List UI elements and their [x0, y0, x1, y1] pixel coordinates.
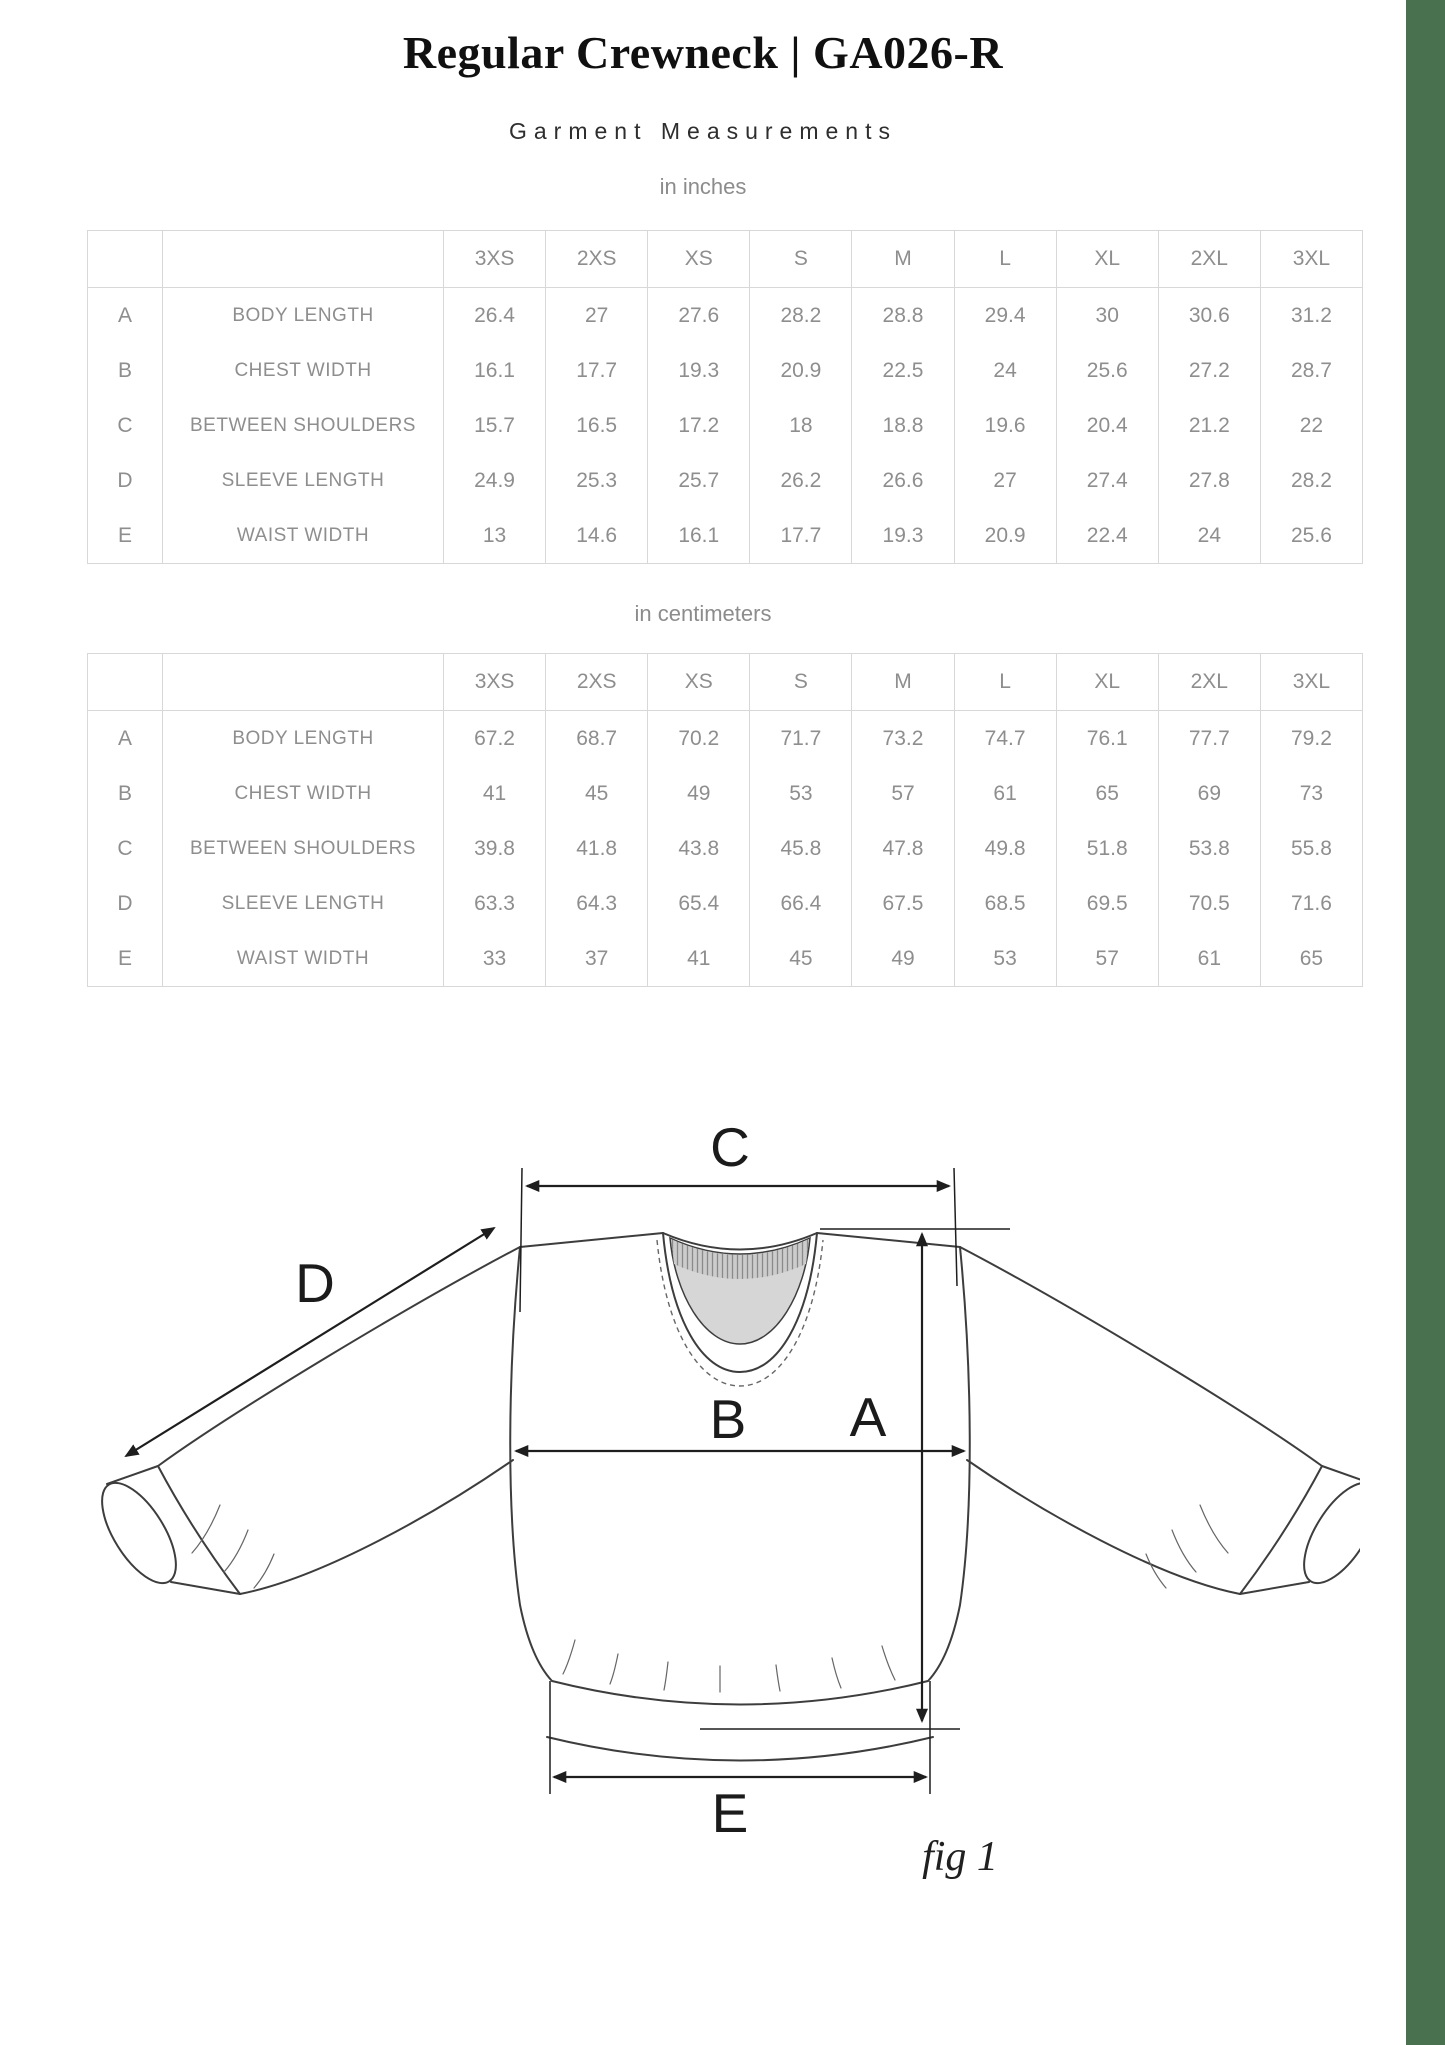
dim-label-e: E — [711, 1782, 749, 1844]
measurement-value: 19.3 — [852, 508, 954, 564]
cuff-left-bottom — [171, 1582, 240, 1594]
size-header-row — [88, 654, 1363, 711]
measurement-value: 53 — [954, 931, 1056, 987]
measurement-value: 45.8 — [750, 821, 852, 876]
shoulder-seam-right — [817, 1233, 960, 1247]
size-column-header: M — [852, 654, 954, 711]
measurement-value: 63.3 — [444, 876, 546, 931]
measurement-value: 30.6 — [1158, 288, 1260, 344]
measurement-row — [88, 876, 1363, 931]
measurement-value: 33 — [444, 931, 546, 987]
measurement-value: 73 — [1260, 766, 1362, 821]
measurement-name: BETWEEN SHOULDERS — [163, 821, 444, 876]
corner-cell — [88, 654, 163, 711]
body-side-right — [928, 1247, 970, 1681]
measurement-value: 73.2 — [852, 711, 954, 767]
figure-caption: fig 1 — [922, 1834, 998, 1880]
row-letter: D — [88, 453, 163, 508]
measurement-value: 65 — [1056, 766, 1158, 821]
measurement-value: 24.9 — [444, 453, 546, 508]
dimension-annotations — [126, 1116, 1010, 1844]
measurement-name: BETWEEN SHOULDERS — [163, 398, 444, 453]
measurement-value: 19.3 — [648, 343, 750, 398]
measurement-value: 28.8 — [852, 288, 954, 344]
measurement-value: 70.2 — [648, 711, 750, 767]
dim-c-extension-right — [954, 1168, 957, 1286]
measurement-value: 67.2 — [444, 711, 546, 767]
page-subtitle: Garment Measurements — [509, 118, 897, 144]
measurement-value: 41.8 — [546, 821, 648, 876]
row-letter: E — [88, 508, 163, 564]
size-column-header: 3XL — [1260, 654, 1362, 711]
measurement-value: 57 — [852, 766, 954, 821]
measurement-row — [88, 343, 1363, 398]
size-column-header: 3XS — [444, 654, 546, 711]
measurement-value: 27.2 — [1158, 343, 1260, 398]
measurement-value: 22 — [1260, 398, 1362, 453]
cuff-right-top — [1322, 1466, 1360, 1484]
measurement-value: 76.1 — [1056, 711, 1158, 767]
measurement-name: CHEST WIDTH — [163, 766, 444, 821]
cm-table-caption: in centimeters — [634, 601, 772, 626]
measurement-name: SLEEVE LENGTH — [163, 876, 444, 931]
size-column-header: S — [750, 231, 852, 288]
measurement-value: 26.6 — [852, 453, 954, 508]
measurement-value: 27 — [546, 288, 648, 344]
measurement-value: 47.8 — [852, 821, 954, 876]
measurement-value: 69 — [1158, 766, 1260, 821]
measurement-value: 18 — [750, 398, 852, 453]
row-letter: B — [88, 343, 163, 398]
size-column-header: L — [954, 231, 1056, 288]
row-letter: B — [88, 766, 163, 821]
page-title: Regular Crewneck | GA026-R — [402, 27, 1004, 78]
measurement-value: 25.3 — [546, 453, 648, 508]
sleeve-left-bottom-edge — [240, 1460, 513, 1594]
size-column-header: XS — [648, 231, 750, 288]
cuff-right-bottom — [1240, 1582, 1309, 1594]
measurement-value: 41 — [648, 931, 750, 987]
measurement-value: 74.7 — [954, 711, 1056, 767]
measurement-value: 45 — [750, 931, 852, 987]
measurement-value: 49 — [648, 766, 750, 821]
waistband-bottom-edge — [547, 1737, 933, 1761]
measurement-value: 49.8 — [954, 821, 1056, 876]
measurement-value: 45 — [546, 766, 648, 821]
measurement-name: CHEST WIDTH — [163, 343, 444, 398]
measurement-value: 79.2 — [1260, 711, 1362, 767]
measurement-value: 27.4 — [1056, 453, 1158, 508]
measurement-value: 16.1 — [444, 343, 546, 398]
measurement-row — [88, 288, 1363, 344]
measurement-name: BODY LENGTH — [163, 288, 444, 344]
measurement-value: 18.8 — [852, 398, 954, 453]
measurement-value: 15.7 — [444, 398, 546, 453]
measurement-row — [88, 931, 1363, 987]
measurement-value: 68.5 — [954, 876, 1056, 931]
measurement-value: 26.4 — [444, 288, 546, 344]
measurement-value: 66.4 — [750, 876, 852, 931]
size-column-header: 3XS — [444, 231, 546, 288]
measurement-value: 61 — [1158, 931, 1260, 987]
inches-measurement-table — [87, 230, 1363, 564]
measurement-value: 13 — [444, 508, 546, 564]
row-letter: D — [88, 876, 163, 931]
measurement-row — [88, 821, 1363, 876]
measurement-value: 61 — [954, 766, 1056, 821]
measurement-value: 28.2 — [1260, 453, 1362, 508]
measurement-value: 64.3 — [546, 876, 648, 931]
sleeve-right-bottom-edge — [967, 1460, 1240, 1594]
measurement-value: 41 — [444, 766, 546, 821]
measurement-value: 16.5 — [546, 398, 648, 453]
measurement-value: 43.8 — [648, 821, 750, 876]
size-column-header: 3XL — [1260, 231, 1362, 288]
measurement-value: 17.2 — [648, 398, 750, 453]
dim-label-b: B — [709, 1388, 747, 1450]
corner-cell — [163, 654, 444, 711]
measurement-value: 24 — [1158, 508, 1260, 564]
row-letter: C — [88, 821, 163, 876]
measurement-value: 30 — [1056, 288, 1158, 344]
measurement-value: 19.6 — [954, 398, 1056, 453]
size-column-header: XL — [1056, 231, 1158, 288]
measurement-value: 22.4 — [1056, 508, 1158, 564]
cm-measurement-table — [87, 653, 1363, 987]
measurement-row — [88, 766, 1363, 821]
corner-cell — [88, 231, 163, 288]
measurement-value: 65 — [1260, 931, 1362, 987]
size-column-header: S — [750, 654, 852, 711]
measurement-value: 53 — [750, 766, 852, 821]
body-side-left — [510, 1247, 552, 1681]
measurement-value: 16.1 — [648, 508, 750, 564]
row-letter: C — [88, 398, 163, 453]
measurement-value: 31.2 — [1260, 288, 1362, 344]
cuff-left-opening — [88, 1471, 191, 1594]
measurement-value: 20.9 — [954, 508, 1056, 564]
fabric-fold-lines — [192, 1505, 1228, 1692]
dim-c-extension-left — [520, 1168, 522, 1312]
measurement-value: 69.5 — [1056, 876, 1158, 931]
sleeve-right-top-edge — [960, 1247, 1322, 1466]
measurement-value: 20.9 — [750, 343, 852, 398]
garment-sketch-figure — [60, 1080, 1360, 2000]
row-letter: A — [88, 288, 163, 344]
measurement-value: 14.6 — [546, 508, 648, 564]
measurement-value: 68.7 — [546, 711, 648, 767]
measurement-value: 25.6 — [1056, 343, 1158, 398]
measurement-value: 27.6 — [648, 288, 750, 344]
measurement-value: 39.8 — [444, 821, 546, 876]
measurement-value: 65.4 — [648, 876, 750, 931]
cuff-left-seam — [158, 1466, 240, 1594]
size-column-header: 2XL — [1158, 654, 1260, 711]
measurement-row — [88, 508, 1363, 564]
size-column-header: 2XS — [546, 231, 648, 288]
measurement-value: 57 — [1056, 931, 1158, 987]
size-header-row — [88, 231, 1363, 288]
measurement-value: 28.2 — [750, 288, 852, 344]
measurement-value: 25.7 — [648, 453, 750, 508]
dim-label-a: A — [849, 1386, 887, 1448]
sleeve-left-top-edge — [158, 1247, 520, 1466]
size-column-header: 2XS — [546, 654, 648, 711]
measurement-name: WAIST WIDTH — [163, 508, 444, 564]
measurement-value: 25.6 — [1260, 508, 1362, 564]
measurement-value: 27.8 — [1158, 453, 1260, 508]
measurement-value: 20.4 — [1056, 398, 1158, 453]
measurement-value: 77.7 — [1158, 711, 1260, 767]
size-column-header: L — [954, 654, 1056, 711]
waistband-top-seam — [552, 1681, 928, 1705]
measurement-value: 28.7 — [1260, 343, 1362, 398]
measurement-value: 24 — [954, 343, 1056, 398]
measurement-value: 71.6 — [1260, 876, 1362, 931]
measurement-value: 55.8 — [1260, 821, 1362, 876]
measurement-value: 21.2 — [1158, 398, 1260, 453]
measurement-value: 67.5 — [852, 876, 954, 931]
cuff-right-opening — [1290, 1471, 1360, 1594]
size-column-header: XS — [648, 654, 750, 711]
measurement-row — [88, 711, 1363, 767]
sweatshirt-outline — [88, 1233, 1360, 1761]
size-column-header: XL — [1056, 654, 1158, 711]
inches-table-caption: in inches — [659, 174, 747, 199]
measurement-value: 70.5 — [1158, 876, 1260, 931]
measurement-value: 37 — [546, 931, 648, 987]
row-letter: A — [88, 711, 163, 767]
measurement-value: 51.8 — [1056, 821, 1158, 876]
row-letter: E — [88, 931, 163, 987]
measurement-value: 71.7 — [750, 711, 852, 767]
size-column-header: 2XL — [1158, 231, 1260, 288]
measurement-value: 53.8 — [1158, 821, 1260, 876]
cuff-right-seam — [1240, 1466, 1322, 1594]
measurement-row — [88, 398, 1363, 453]
dim-label-c: C — [710, 1116, 750, 1178]
corner-cell — [163, 231, 444, 288]
measurement-name: WAIST WIDTH — [163, 931, 444, 987]
size-column-header: M — [852, 231, 954, 288]
green-accent-strip — [1406, 0, 1445, 2045]
measurement-value: 26.2 — [750, 453, 852, 508]
measurement-value: 29.4 — [954, 288, 1056, 344]
dim-label-d: D — [295, 1252, 335, 1314]
measurement-row — [88, 453, 1363, 508]
measurement-name: BODY LENGTH — [163, 711, 444, 767]
measurement-name: SLEEVE LENGTH — [163, 453, 444, 508]
measurement-value: 17.7 — [750, 508, 852, 564]
shoulder-seam-left — [520, 1233, 663, 1247]
measurement-value: 27 — [954, 453, 1056, 508]
cuff-left-top — [107, 1466, 158, 1484]
measurement-value: 49 — [852, 931, 954, 987]
measurement-value: 22.5 — [852, 343, 954, 398]
measurement-value: 17.7 — [546, 343, 648, 398]
